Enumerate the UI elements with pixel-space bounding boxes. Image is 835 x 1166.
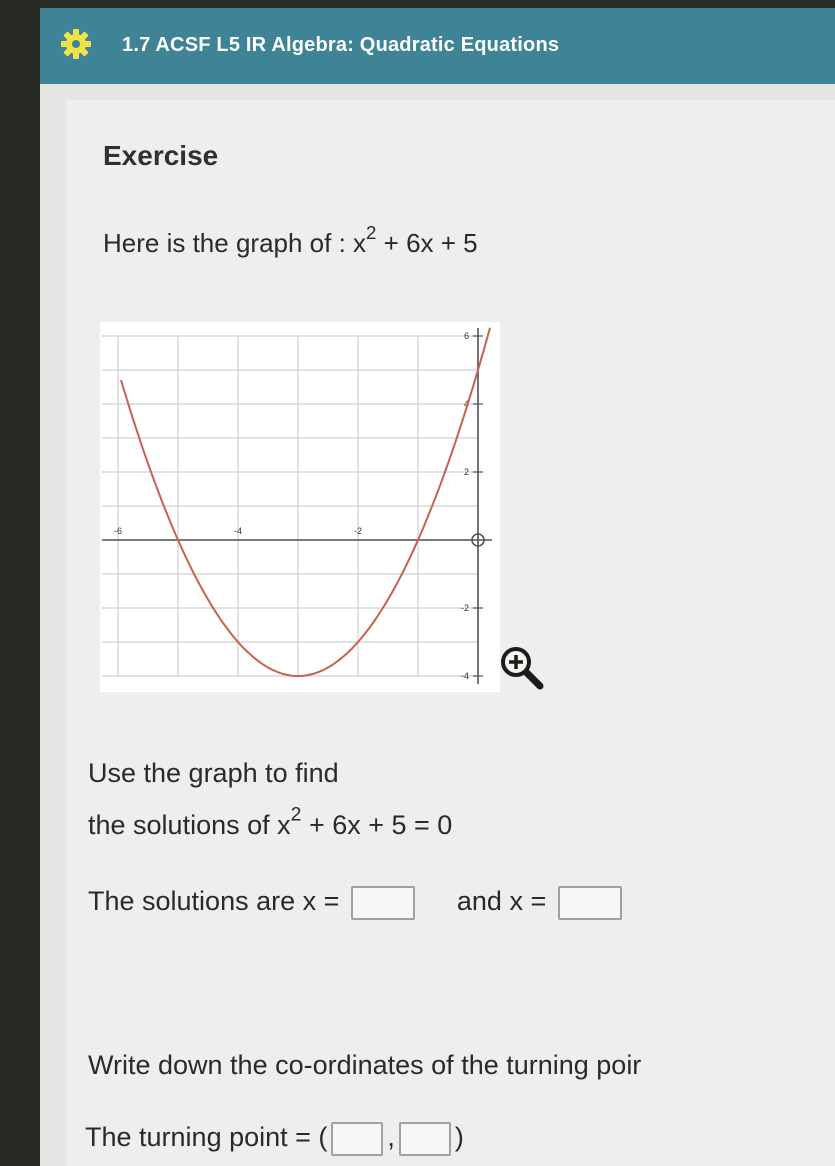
x-tick-label: -4: [233, 526, 243, 536]
equation-b: + 6x + 5 = 0: [301, 810, 453, 840]
exercise-heading: Exercise: [103, 140, 219, 171]
solutions-row: [88, 886, 626, 920]
intro-prefix: Here is the graph of :: [103, 228, 354, 258]
instruction-line-1: Use the graph to find: [88, 758, 339, 788]
equation-exponent: 2: [290, 803, 302, 826]
equation-a: x: [277, 810, 291, 840]
turning-point-label: The turning point = (: [85, 1122, 328, 1153]
y-tick-label: 6: [463, 331, 469, 341]
solutions-label: The solutions are x =: [88, 886, 347, 917]
turning-point-comma: ,: [387, 1122, 395, 1153]
zoom-in-icon[interactable]: [498, 644, 546, 692]
left-edge: [0, 0, 40, 1166]
turning-point-close: ): [454, 1122, 464, 1153]
instruction-prefix: the solutions of: [88, 810, 278, 840]
turning-point-instruction: Write down the co-ordinates of the turning poir: [88, 1050, 642, 1080]
intro-expr-a: x: [353, 228, 367, 258]
app-header: [40, 8, 835, 84]
solutions-and-label: and x =: [456, 886, 554, 917]
y-tick-label: -4: [460, 671, 469, 681]
quadratic-graph: [100, 322, 500, 692]
x-tick-label: -6: [113, 526, 123, 536]
y-tick-label: 4: [463, 399, 469, 409]
y-tick-label: 2: [463, 467, 469, 477]
x-tick-label: -2: [353, 526, 363, 536]
graph-background: [100, 322, 500, 692]
solution-1-input[interactable]: [351, 886, 415, 920]
y-tick-label: -2: [460, 603, 469, 613]
intro-expr-b: + 6x + 5: [376, 228, 478, 258]
solution-2-input[interactable]: [558, 886, 622, 920]
turning-point-y-input[interactable]: [399, 1122, 451, 1156]
turning-point-x-input[interactable]: [331, 1122, 383, 1156]
gear-icon[interactable]: [58, 26, 94, 62]
instruction-line-2: [88, 803, 453, 841]
graph-intro: [103, 221, 478, 259]
intro-expr-exponent: 2: [366, 221, 377, 243]
turning-point-row: [85, 1122, 464, 1156]
page-title: 1.7 ACSF L5 IR Algebra: Quadratic Equations: [122, 34, 560, 56]
